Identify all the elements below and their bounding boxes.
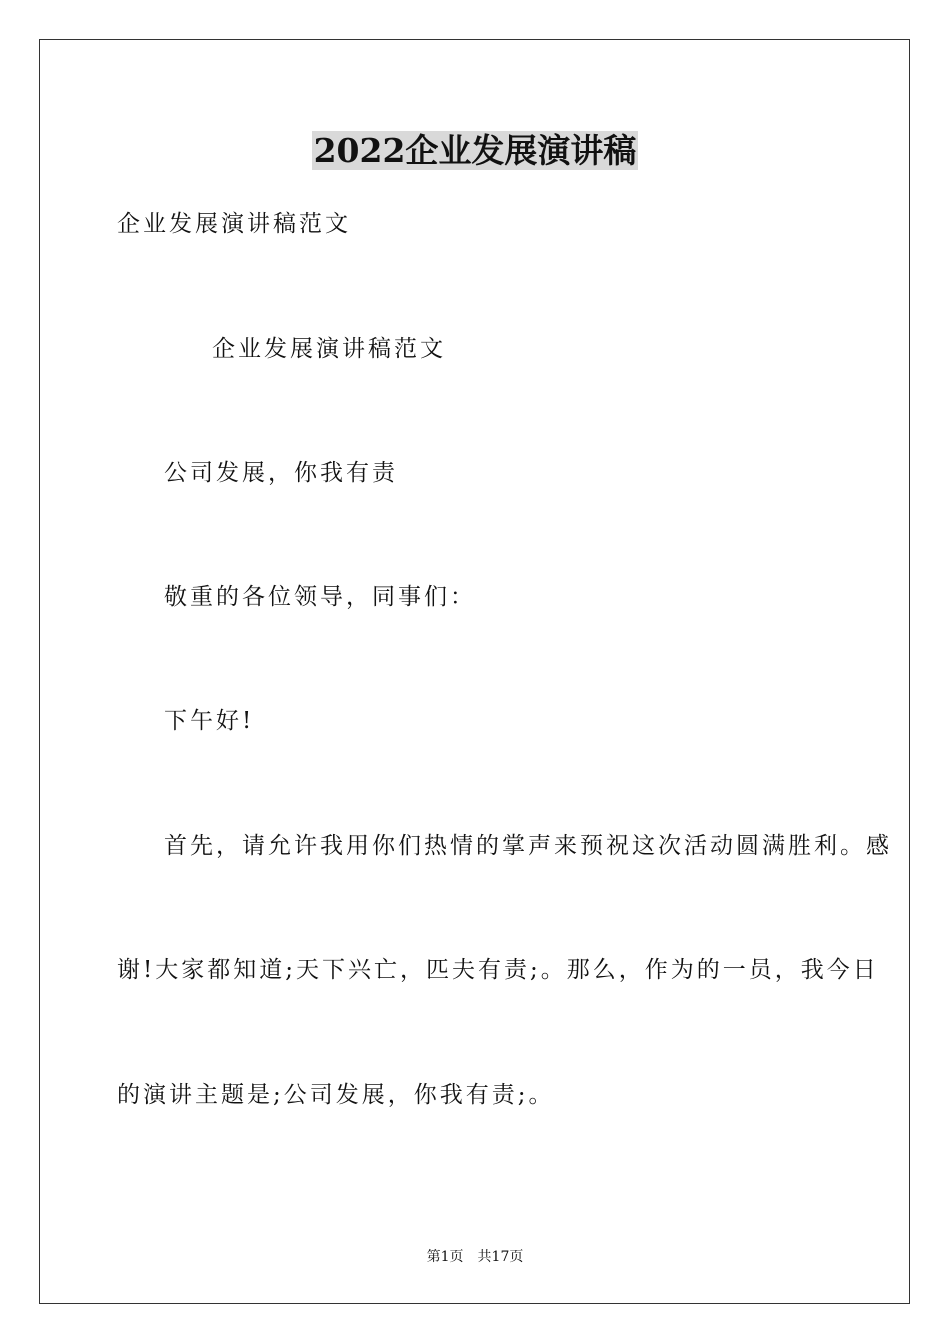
paragraph-line-3: 的演讲主题是;公司发展，你我有责;。: [117, 1082, 555, 1108]
paragraph-line-1: 首先，请允许我用你们热情的掌声来预祝这次活动圆满胜利。感: [164, 833, 892, 859]
heading-line: 公司发展，你我有责: [164, 460, 398, 486]
indented-subtitle-line: 企业发展演讲稿范文: [212, 336, 446, 362]
page-footer: 第1页 共17页: [426, 1249, 524, 1265]
greeting-line: 下午好!: [164, 708, 255, 734]
paragraph-line-2: 谢!大家都知道;天下兴亡，匹夫有责;。那么，作为的一员，我今日: [117, 957, 879, 983]
subtitle-line: 企业发展演讲稿范文: [117, 211, 351, 237]
document-title-text: 2022企业发展演讲稿: [313, 131, 637, 170]
salutation-line: 敬重的各位领导，同事们：: [164, 584, 476, 610]
document-title: [0, 126, 950, 176]
